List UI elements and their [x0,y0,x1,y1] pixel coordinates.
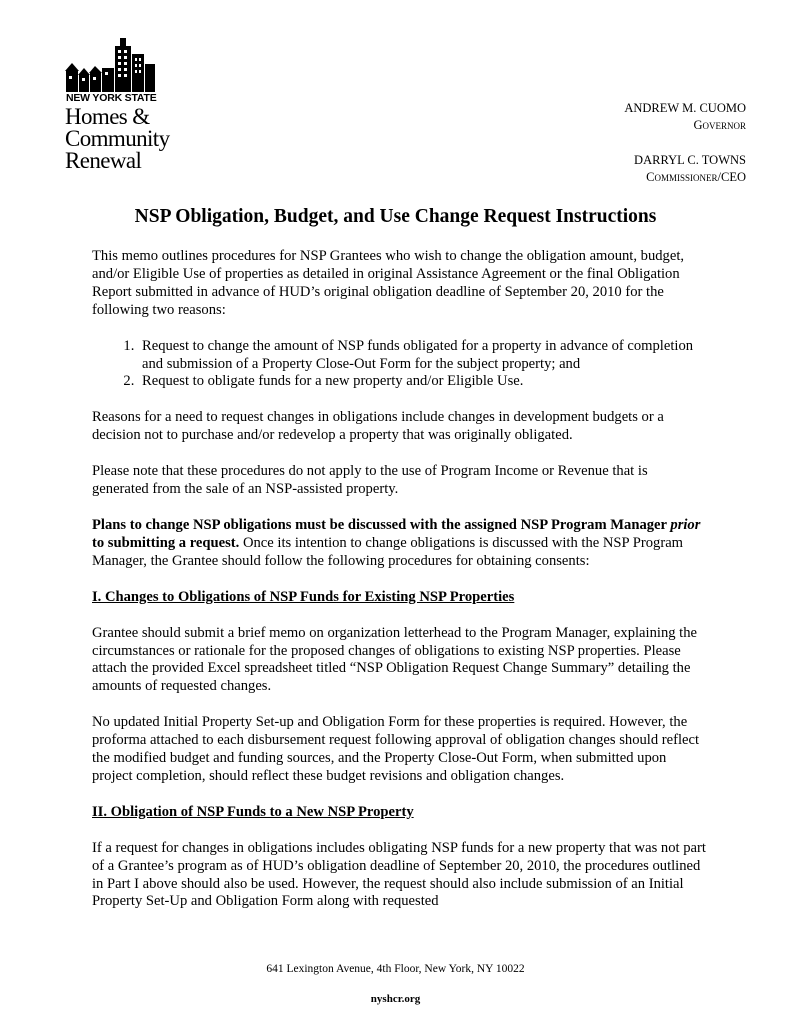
list-item: 1. Request to change the amount of NSP funds obligated for a property in advance of completion and submission of a Property Close-Out Form for the subject property; and [138,338,707,374]
plans-bold-text-end: to submitting a request. [92,534,240,551]
reasons-list [92,338,707,392]
document-title: NSP Obligation, Budget, and Use Change Request Instructions [134,206,657,227]
footer-address: 641 Lexington Avenue, 4th Floor, New York, NY 10022 [266,963,525,975]
logo-line-renewal: Renewal [65,148,142,173]
plans-paragraph [92,517,707,571]
section-2-paragraph-1: If a request for changes in obligations includes obligating NSP funds for a new property that was not part of a Grantee’s program as of HUD’s obligation deadline of September 20, 2010, the procedures outlined in Part I above should also be used. However, the request should also include submission of an Initial Property Set-Up and Obligation Form along with requested [92,839,706,910]
logo-state: NEW YORK STATE [66,92,157,104]
section-1-paragraph-2: No updated Initial Property Set-up and Obligation Form for these properties is required. However, the proforma attached to each disbursement request following approval of obligation changes should reflect the modified budget and funding sources, and the Property Close-Out Form, when submitted upon project completion, should reflect these budget revisions and obligation changes. [92,714,700,784]
commissioner-title: Commissioner/CEO [646,170,746,184]
governor-title: Governor [693,118,746,132]
reasons-paragraph: Reasons for a need to request changes in obligations include changes in development budgets or a decision not to purchase and/or redevelop a property that was originally obligated. [92,409,664,444]
note-paragraph: Please note that these procedures do not apply to the use of Program Income or Revenue that is generated from the sale of an NSP-assisted property. [92,463,648,498]
footer-website: nyshcr.org [370,993,421,1005]
section-1-paragraph-1: Grantee should submit a brief memo on organization letterhead to the Program Manager, explaining the circumstances or rationale for the proposed changes of obligations to existing NSP properties. Please attach the provided Excel spreadsheet titled “NSP Obligation Request Change Summary” detailing the amounts of requested changes. [92,624,698,695]
plans-rest-text: Once its intention to change obligations is discussed with the NSP Program Manager, the Grantee should follow the following procedures for obtaining consents: [92,534,684,569]
skyline-icon [62,36,162,94]
plans-bold-text: Plans to change NSP obligations must be discussed with the assigned NSP Program Manager [92,516,671,533]
agency-logo [62,36,202,176]
section-2-heading: II. Obligation of NSP Funds to a New NSP Property [92,803,414,820]
commissioner-name: DARRYL C. TOWNS [634,153,746,167]
section-1-heading: I. Changes to Obligations of NSP Funds for Existing NSP Properties [92,588,515,605]
officials-block [624,100,746,186]
list-item: 2. Request to obligate funds for a new property and/or Eligible Use. [138,373,707,391]
governor-name: ANDREW M. CUOMO [624,101,746,115]
intro-paragraph: This memo outlines procedures for NSP Grantees who wish to change the obligation amount, budget, and/or Eligible Use of properties as detailed in original Assistance Agreement or the final Obligation Report submitted in advance of HUD’s original obligation deadline of September 20, 2010 for the following two reasons: [92,248,685,318]
logo-line-community: Community [65,126,170,151]
logo-line-homes: Homes & [65,104,150,129]
plans-emphasis: prior [670,516,701,533]
document-body [92,248,707,929]
